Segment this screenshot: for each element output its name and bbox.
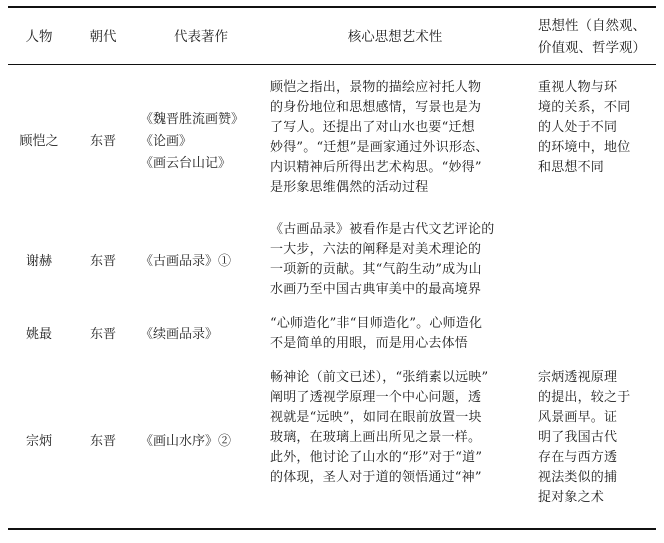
row-ideology-text [538,78,656,178]
row-work: 《续画品录》 [140,327,219,342]
core-line: 了写人。还提出了对山水也要“迁想 [270,120,475,135]
core-line: 不是简单的用眼，而是用心去体悟 [270,336,469,351]
core-line: 是形象思维偶然的活动过程 [270,180,429,195]
header-works: 代表著作 [174,29,228,45]
row-person: 姚最 [25,327,52,342]
core-line: 妙得”。“迁想”是画家通过外识形态、 [270,140,489,155]
ideology-line: 宗炳透视原理 [538,370,618,385]
ideology-line: 的提出，较之于 [538,390,631,405]
header-ideology-line2: 价值观、哲学观） [538,40,646,56]
core-line: 此外，他讨论了山水的“形”对于“道” [270,450,483,465]
row-dynasty: 东晋 [89,134,116,149]
ideology-line: 风景画早。证 [538,410,618,425]
row-ideology-text [538,368,656,508]
core-line: 顾恺之指出，景物的描绘应衬托人物 [270,80,482,95]
ideology-line: 视法类似的捕 [538,470,618,485]
header-person: 人物 [25,29,53,45]
row-person: 顾恺之 [19,134,59,149]
ideology-line: 捉对象之术 [538,490,605,505]
header-ideology-line1: 思想性（自然观、 [538,18,646,34]
core-line: 阐明了透视学原理一个中心问题，透 [270,390,482,405]
header-core: 核心思想艺术性 [347,29,443,45]
core-line: 的身份地位和思想感情，写景也是为 [270,100,482,115]
row-core-text [270,314,520,354]
row-person: 宗炳 [25,434,52,449]
row-work: 《画云台山记》 [140,156,232,171]
core-line: 玻璃，在玻璃上画出所见之景一样。 [270,430,482,445]
row-person: 谢赫 [25,254,52,269]
row-work: 《魏晋胜流画赞》 [140,112,245,127]
core-line: 《古画品录》被看作是古代文艺评论的 [270,222,495,237]
table-bottom-rule [8,528,656,530]
row-dynasty: 东晋 [89,434,116,449]
row-core-text [270,220,520,300]
ideology-line: 和思想不同 [538,160,605,175]
row-dynasty: 东晋 [89,327,116,342]
core-line: 视就是“远映”，如同在眼前放置一块 [270,410,482,425]
ideology-line: 存在与西方透 [538,450,618,465]
ideology-line: 的人处于不同 [538,120,618,135]
core-line: 一项新的贡献。其“气韵生动”成为山 [270,262,482,277]
core-line: 一大步，六法的阐释是对美术理论的 [270,242,482,257]
ideology-line: 境的关系，不同 [538,100,631,115]
row-dynasty: 东晋 [89,254,116,269]
header-dynasty: 朝代 [89,29,117,45]
core-line: “心师造化”非“目师造化”。心师造化 [270,316,483,331]
core-line: 的体现，圣人对于道的领悟通过“神” [270,470,482,485]
core-line: 畅神论（前文已述），“张绡素以远映” [270,370,489,385]
ideology-line: 的环境中，地位 [538,140,631,155]
ideology-line: 明了我国古代 [538,430,618,445]
row-core-text [270,368,520,488]
core-line: 内识精神后所得出艺术构思。“妙得” [270,160,482,175]
row-work: 《论画》 [140,134,193,149]
core-line: 水画乃至中国古典审美中的最高境界 [270,282,482,297]
row-work: 《画山水序》② [140,434,232,449]
table-header-rule [8,64,656,65]
table-top-rule [8,6,656,8]
ideology-line: 重视人物与环 [538,80,618,95]
row-work: 《古画品录》① [140,254,232,269]
row-core-text [270,78,520,198]
